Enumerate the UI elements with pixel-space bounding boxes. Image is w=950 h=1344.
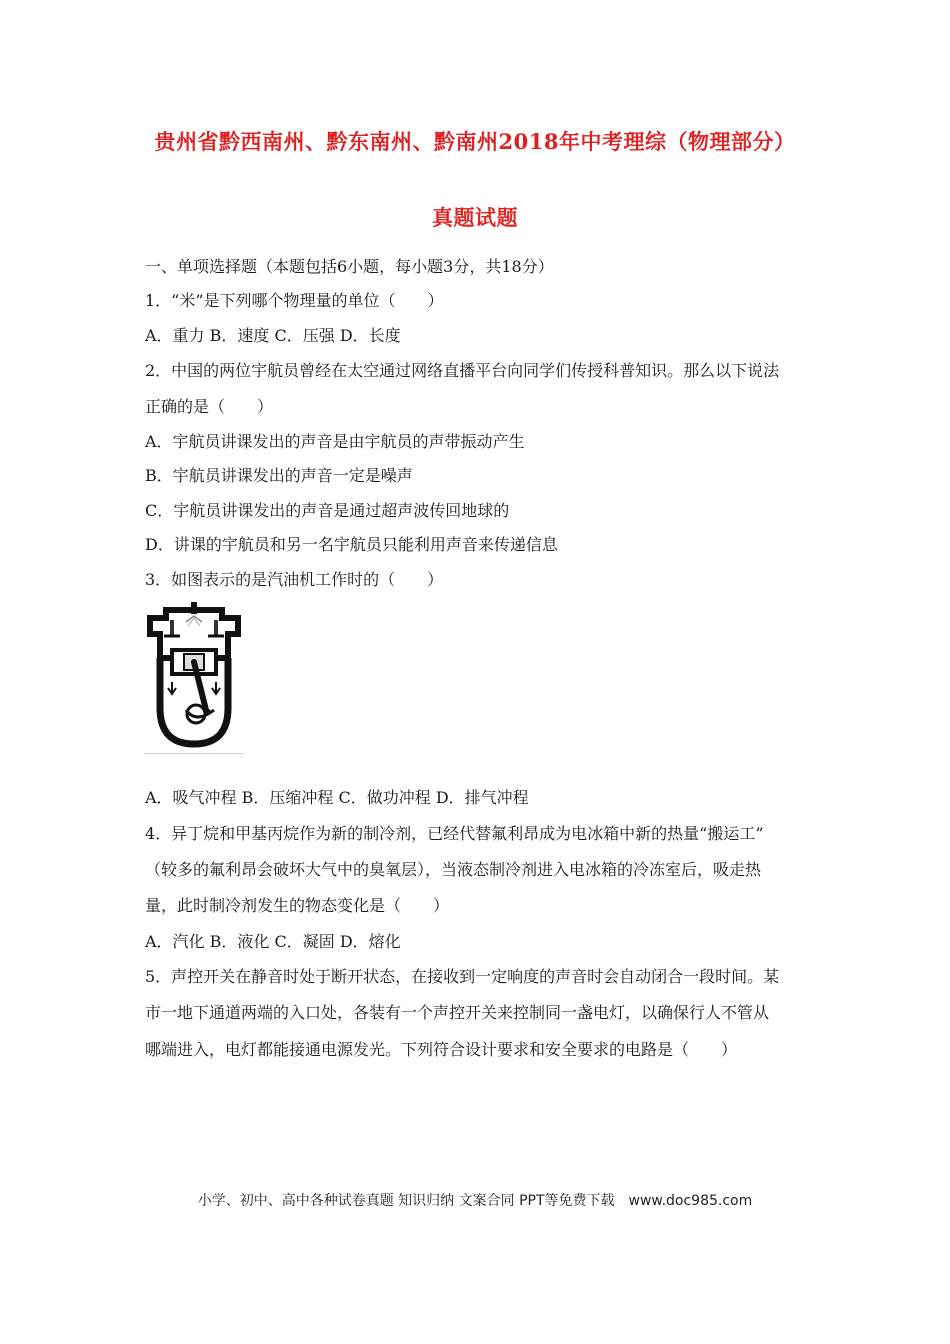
q2-stem-line2: 正确的是（ ） xyxy=(145,397,274,416)
q1-stem: 1．“米”是下列哪个物理量的单位（ ） xyxy=(145,291,444,310)
q3-options: A．吸气冲程 B．压缩冲程 C．做功冲程 D．排气冲程 xyxy=(145,788,529,807)
q2-stem-line1: 2．中国的两位宇航员曾经在太空通过网络直播平台向同学们传授科普知识。那么以下说法 xyxy=(145,361,780,380)
q4-stem-line2: （较多的氟利昂会破坏大气中的臭氧层），当液态制冷剂进入电冰箱的冷冻室后，吸走热 xyxy=(145,860,762,879)
engine-figure xyxy=(144,600,244,754)
footer-text: 小学、初中、高中各种试卷真题 知识归纳 文案合同 PPT等免费下载 www.doc985.com xyxy=(197,1193,753,1209)
q4-options: A．汽化 B．液化 C．凝固 D．熔化 xyxy=(145,932,401,951)
section-heading: 一、单项选择题（本题包括6小题，每小题3分，共18分） xyxy=(145,257,554,276)
q2-option-b: B．宇航员讲课发出的声音一定是噪声 xyxy=(145,466,413,485)
q4-stem-line1: 4．异丁烷和甲基丙烷作为新的制冷剂，已经代替氟利昂成为电冰箱中新的热量“搬运工” xyxy=(145,824,764,843)
q5-stem-line1: 5．声控开关在静音时处于断开状态，在接收到一定响度的声音时会自动闭合一段时间。某 xyxy=(145,967,780,986)
q4-stem-line3: 量，此时制冷剂发生的物态变化是（ ） xyxy=(145,896,450,915)
document-title: 贵州省黔西南州、黔东南州、黔南州2018年中考理综（物理部分） xyxy=(154,129,796,154)
q1-options: A．重力 B．速度 C．压强 D．长度 xyxy=(145,326,401,345)
q5-stem-line3: 哪端进入，电灯都能接通电源发光。下列符合设计要求和安全要求的电路是（ ） xyxy=(145,1040,738,1059)
q2-option-d: D．讲课的宇航员和另一名宇航员只能利用声音来传递信息 xyxy=(145,535,558,554)
figure-divider xyxy=(144,753,244,754)
document-subtitle: 真题试题 xyxy=(432,205,518,230)
gasoline-engine-diagram-icon xyxy=(144,600,244,750)
q3-stem: 3．如图表示的是汽油机工作时的（ ） xyxy=(145,570,444,589)
q2-option-c: C．宇航员讲课发出的声音是通过超声波传回地球的 xyxy=(145,501,510,520)
q5-stem-line2: 市一地下通道两端的入口处，各装有一个声控开关来控制同一盏电灯，以确保行人不管从 xyxy=(145,1003,770,1022)
q2-option-a: A．宇航员讲课发出的声音是由宇航员的声带振动产生 xyxy=(145,432,525,451)
